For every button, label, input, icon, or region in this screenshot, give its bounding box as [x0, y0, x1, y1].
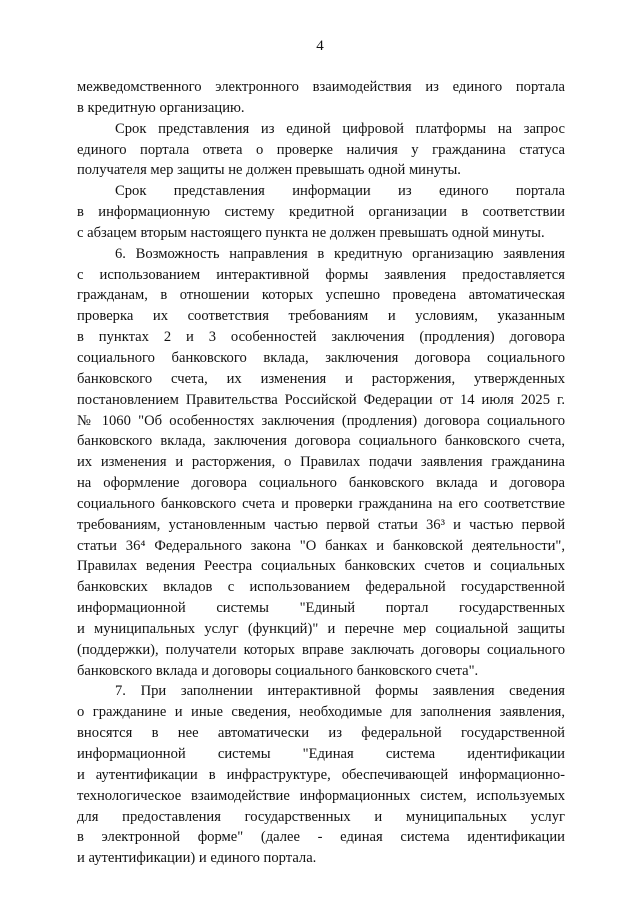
text-line: межведомственного электронного взаимодействия из единого портала [77, 79, 565, 95]
text-line: требованиям, установленным частью первой статьи 36³ и частью первой [77, 516, 565, 533]
text-line: и муниципальных услуг (функций)" и перечне мер социальной защиты [77, 620, 565, 637]
text-line: их изменения и расторжения, о Правилах подачи заявления гражданина [77, 454, 565, 471]
text-line: и аутентификации в инфраструктуре, обеспечивающей информационно- [77, 766, 565, 783]
text-line: социального банковского счета и проверки гражданина на его соответствие [77, 495, 565, 512]
text-line: постановлением Правительства Российской Федерации от 14 июля 2025 г. [77, 391, 565, 408]
text-line: вносятся в нее автоматически из федеральной государственной [77, 725, 565, 742]
text-line: (поддержки), получатели которых вправе заключать договоры социального [77, 641, 565, 658]
text-line: с использованием интерактивной формы заявления предоставляется [77, 266, 565, 283]
page-number: 4 [316, 38, 324, 54]
text-line: в информационную систему кредитной организации в соответствии [77, 204, 565, 221]
text-line: получателя мер защиты не должен превышать одной минуты. [77, 162, 461, 179]
text-line: информационной системы "Единый портал государственных [77, 600, 565, 617]
text-line: Правилах ведения Реестра социальных банковских счетов и социальных [77, 558, 565, 575]
text-line: с абзацем вторым настоящего пункта не должен превышать одной минуты. [77, 224, 545, 241]
text-line: для предоставления государственных и муниципальных услуг [77, 808, 565, 825]
text-line: 7. При заполнении интерактивной формы заявления сведения [115, 683, 565, 700]
text-line: о гражданине и иные сведения, необходимые для заполнения заявления, [77, 704, 565, 721]
text-line: банковского счета, их изменения и расторжения, утвержденных [77, 370, 565, 387]
text-line: статьи 36⁴ Федерального закона "О банках и банковской деятельности", [77, 537, 565, 554]
text-line: и аутентификации) и единого портала. [77, 850, 317, 867]
text-line: технологическое взаимодействие информационных систем, используемых [77, 787, 565, 804]
text-line: на оформление договора социального банковского вклада и договора [77, 475, 565, 492]
text-line: № 1060 "Об особенностях заключения (продления) договора социального [77, 412, 565, 429]
text-line: банковского вклада, заключения договора социального банковского счета, [77, 433, 565, 450]
text-line: Срок представления информации из единого портала [115, 183, 565, 200]
text-line: банковского вклада и договоры социального банковского счета". [77, 662, 479, 679]
document-body [77, 77, 565, 869]
text-line: единого портала ответа о проверке наличия у гражданина статуса [77, 141, 565, 158]
text-line: информационной системы "Единая система идентификации [77, 746, 565, 762]
text-line: Срок представления из единой цифровой платформы на запрос [115, 120, 565, 137]
text-line: в пунктах 2 и 3 особенностей заключения (продления) договора [77, 329, 565, 346]
text-line: в электронной форме" (далее - единая система идентификации [77, 829, 565, 846]
text-line: банковских вкладов с использованием федеральной государственной [77, 579, 565, 596]
text-line: социального банковского вклада, заключения договора социального [77, 349, 565, 366]
text-line: 6. Возможность направления в кредитную организацию заявления [115, 245, 565, 262]
text-line: проверка их соответствия требованиям и условиям, указанным [77, 308, 565, 325]
text-line: гражданам, в отношении которых успешно проведена автоматическая [77, 287, 565, 304]
text-line: в кредитную организацию. [77, 99, 245, 116]
